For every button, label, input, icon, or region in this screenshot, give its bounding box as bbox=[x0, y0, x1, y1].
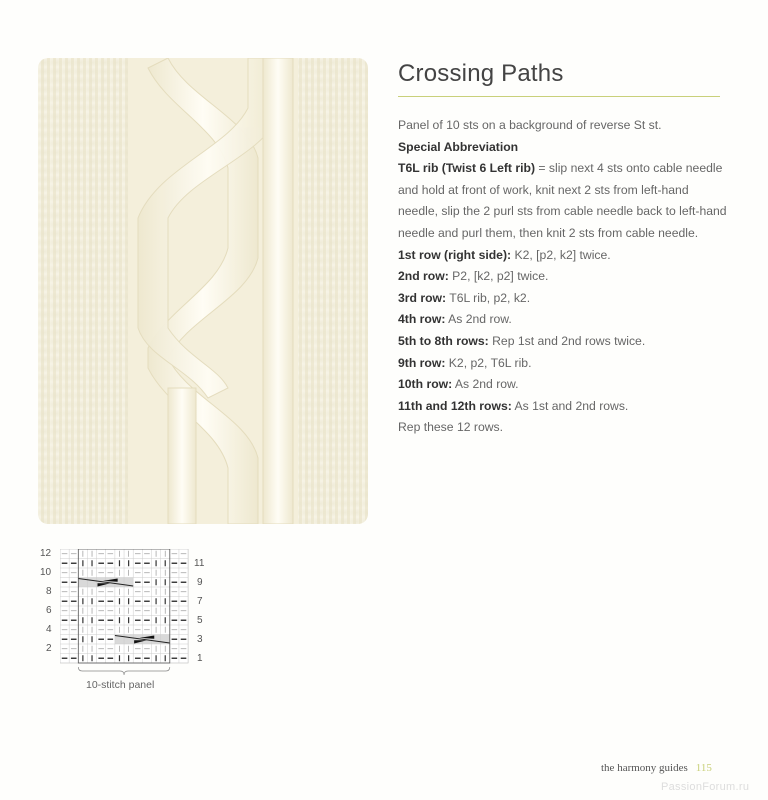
row-instruction: 11th and 12th rows: As 1st and 2nd rows. bbox=[398, 398, 629, 413]
swatch-photo bbox=[38, 58, 368, 524]
row-label-right: 9 bbox=[197, 577, 203, 588]
intro-text: Panel of 10 sts on a background of reverse St st. bbox=[398, 118, 662, 132]
panel-caption: 10-stitch panel bbox=[86, 679, 155, 691]
row-instruction: 10th row: As 2nd row. bbox=[398, 377, 519, 392]
row-label-right: 3 bbox=[197, 634, 203, 645]
stitch-chart bbox=[40, 545, 220, 695]
row-instruction: 1st row (right side): K2, [p2, k2] twice. bbox=[398, 247, 611, 262]
row-label-right: 7 bbox=[197, 596, 203, 607]
row-instruction: 5th to 8th rows: Rep 1st and 2nd rows twice. bbox=[398, 333, 646, 348]
row-label-left: 10 bbox=[40, 567, 52, 578]
page-number: 115 bbox=[695, 762, 712, 774]
chart-grid bbox=[60, 549, 190, 689]
row-instruction: 2nd row: P2, [k2, p2] twice. bbox=[398, 269, 549, 284]
row-label-left: 4 bbox=[46, 624, 52, 635]
cable-swatch-illustration bbox=[128, 58, 298, 524]
special-abbreviation-heading: Special Abbreviation bbox=[398, 139, 519, 154]
row-label-right: 11 bbox=[194, 558, 205, 569]
pattern-instructions bbox=[398, 115, 728, 439]
row-instruction: 9th row: K2, p2, T6L rib. bbox=[398, 355, 532, 370]
row-label-left: 6 bbox=[46, 605, 52, 616]
abbreviation-definition: T6L rib (Twist 6 Left rib) = slip next 4 sts onto cable needle and hold at front of work, knit next 2 sts from left-hand needle, slip the 2 purl sts from cable needle back to left-hand needle and purl them, then knit 2 sts from cable needle. bbox=[398, 161, 727, 240]
page-footer bbox=[601, 762, 712, 774]
closing-instruction: Rep these 12 rows. bbox=[398, 420, 504, 435]
row-instruction: 4th row: As 2nd row. bbox=[398, 312, 512, 327]
pattern-title: Crossing Paths bbox=[398, 60, 564, 87]
book-title: the harmony guides bbox=[601, 762, 688, 774]
row-label-right: 5 bbox=[197, 615, 203, 626]
row-instruction: 3rd row: T6L rib, p2, k2. bbox=[398, 290, 531, 305]
watermark: PassionForum.ru bbox=[661, 781, 750, 793]
row-label-right: 1 bbox=[197, 653, 203, 664]
row-label-left: 8 bbox=[46, 586, 52, 597]
row-label-left: 12 bbox=[40, 548, 52, 559]
title-divider bbox=[398, 96, 720, 97]
row-label-left: 2 bbox=[46, 643, 52, 654]
